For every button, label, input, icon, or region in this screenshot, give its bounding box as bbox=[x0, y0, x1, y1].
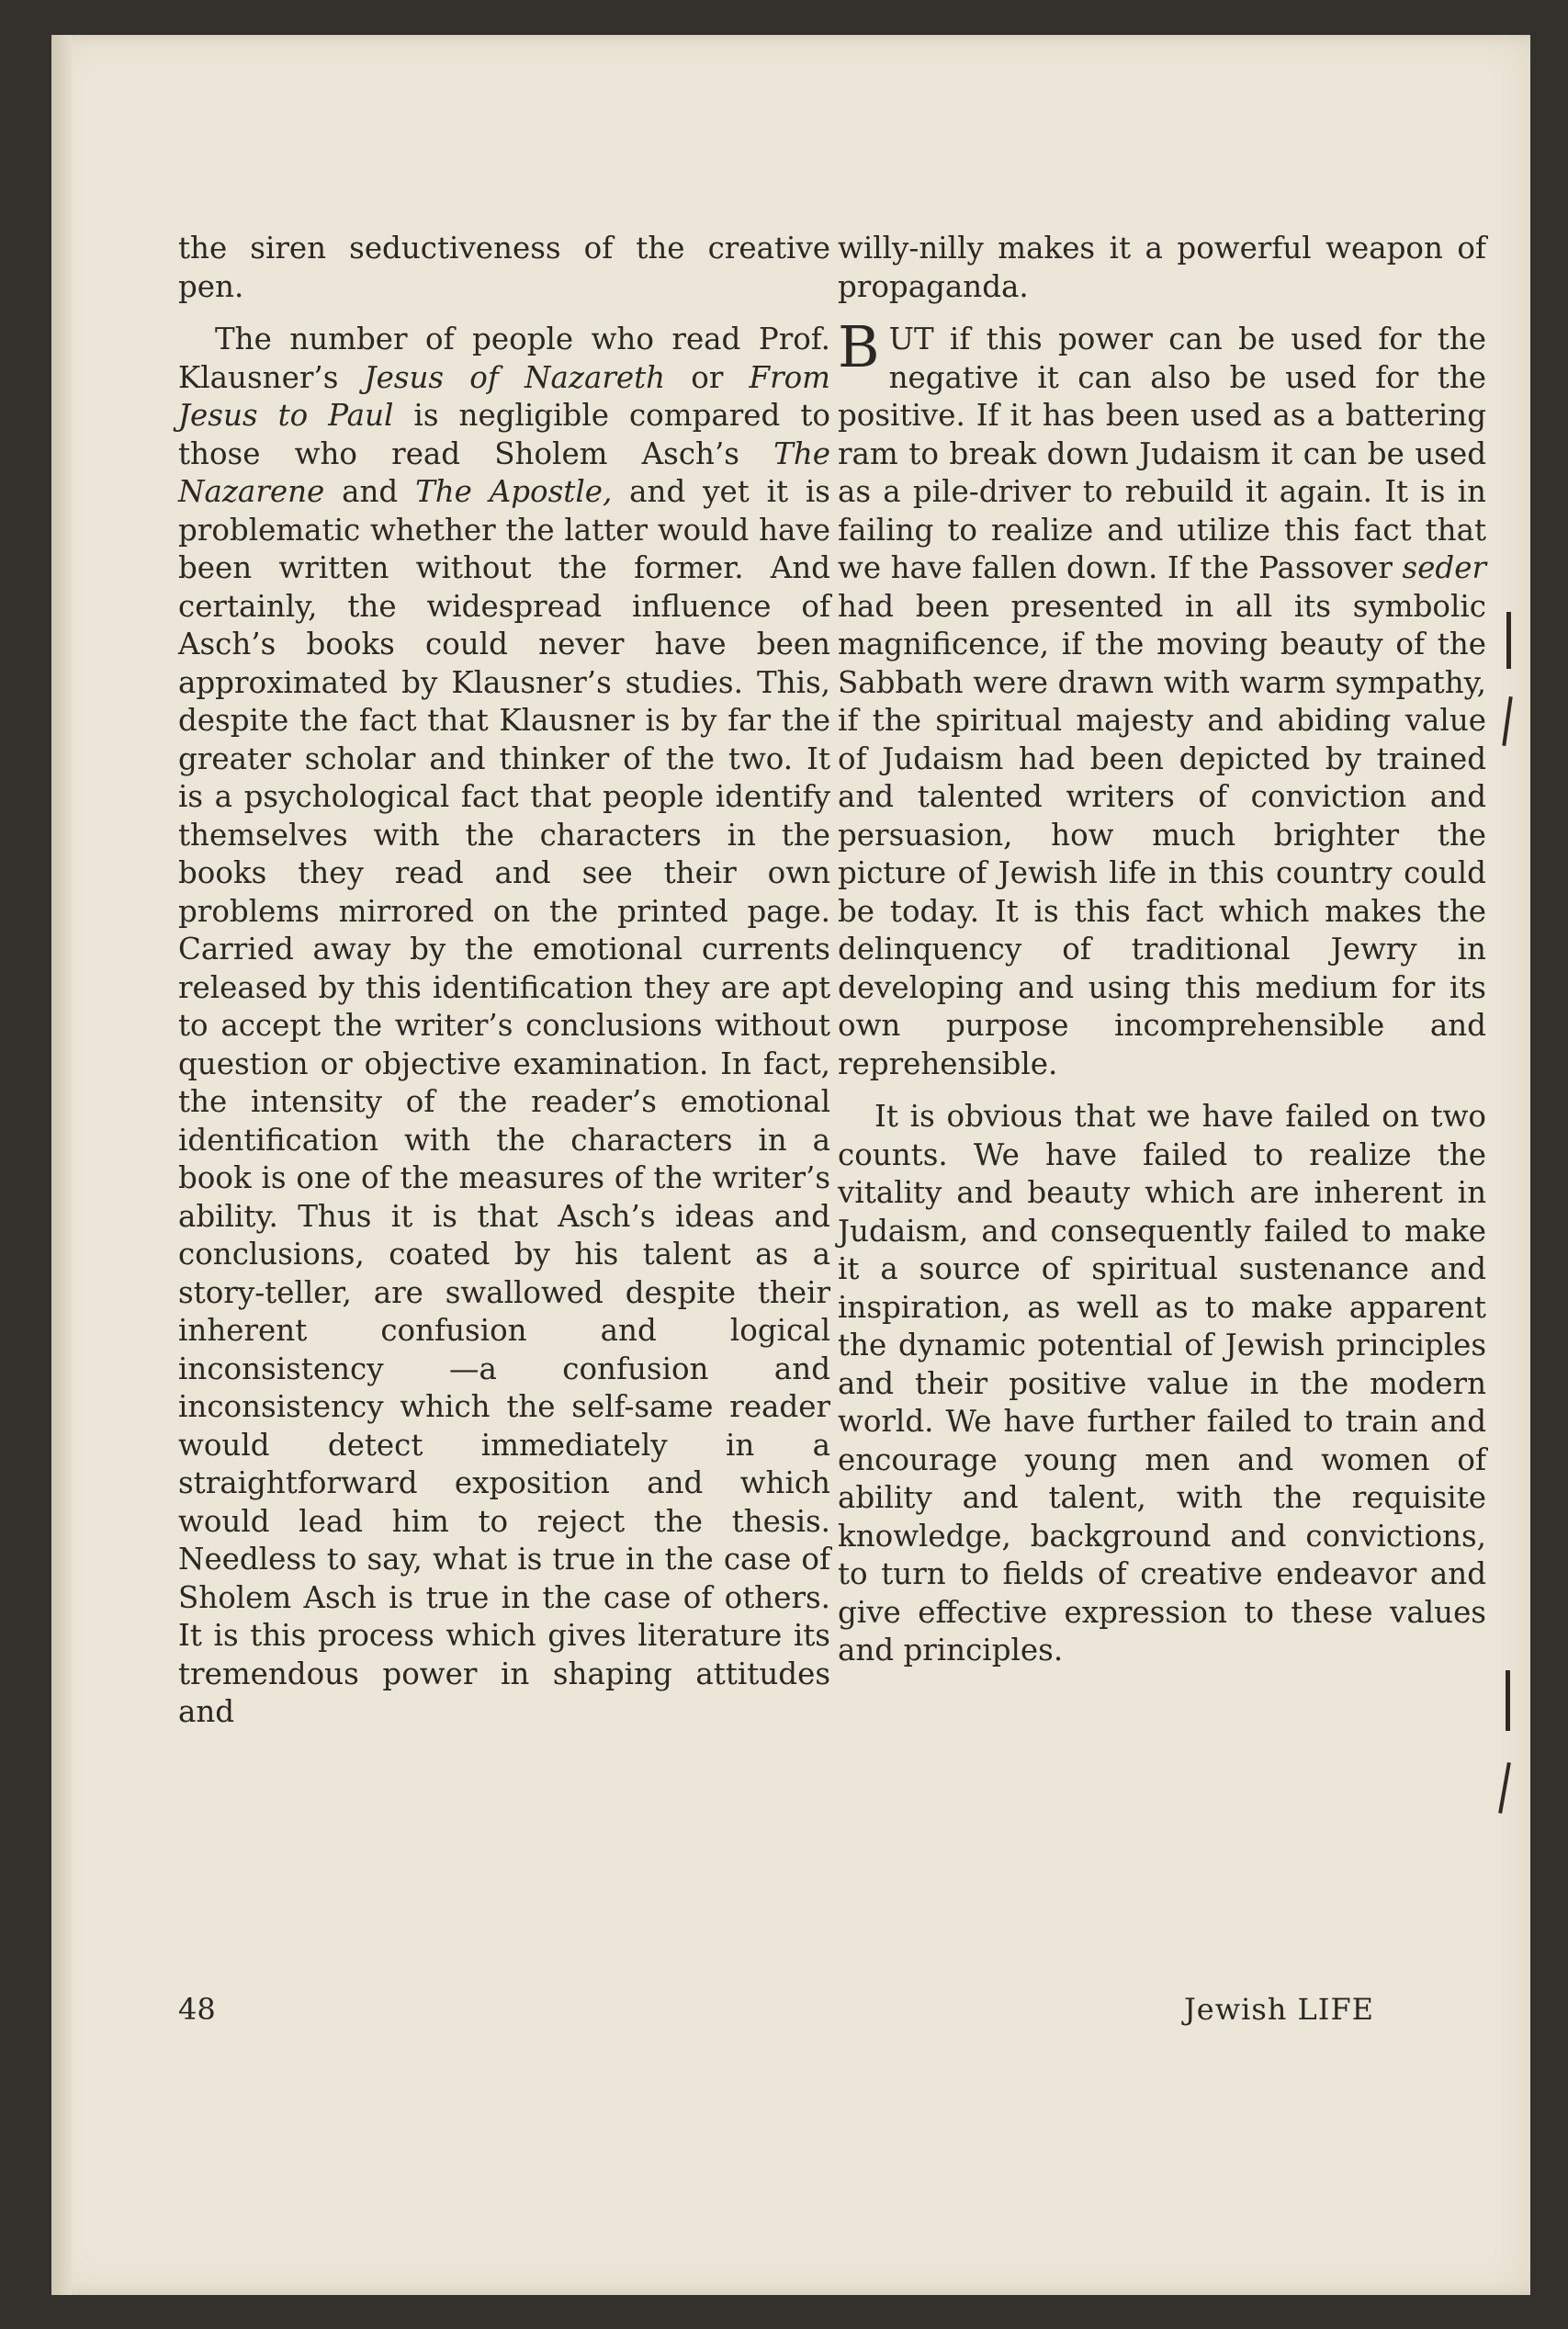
book-title: Jesus of Nazareth bbox=[364, 359, 666, 395]
left-paragraph-1: the siren seductiveness of the creative pen. bbox=[178, 231, 830, 304]
book-title: The Nazarene bbox=[178, 435, 830, 509]
text-run: UT if this power can be used for the negative it can also be used for the positive. If it has been used as a battering ram to break down Judaism it can be used as a pile-driver to rebuild it again. It is in failing to realize and utilize this fact that we have fallen down. If the Passover bbox=[838, 322, 1486, 585]
magazine-page bbox=[51, 35, 1530, 2295]
page-number: 48 bbox=[178, 1992, 216, 2027]
margin-mark bbox=[1506, 612, 1511, 669]
margin-mark bbox=[1502, 696, 1512, 746]
italic-term: seder bbox=[1402, 550, 1486, 585]
book-title: From Jesus to Paul bbox=[178, 359, 831, 433]
right-column bbox=[838, 230, 1486, 1670]
left-column bbox=[178, 230, 830, 1732]
binding-edge bbox=[51, 35, 72, 2295]
text-run: is negligible compared to those who read Sholem Asch’s bbox=[178, 398, 830, 471]
margin-mark bbox=[1506, 1670, 1510, 1731]
margin-mark bbox=[1498, 1762, 1511, 1814]
right-paragraph-2 bbox=[838, 313, 1486, 1083]
book-title: The Apostle, bbox=[415, 474, 613, 509]
left-paragraph-2 bbox=[178, 321, 830, 1732]
text-run: and yet it is problematic whether the latter would have been written without the former. And certainly, the widespread influence of Asch’s books could never have been approximated by Klausner’s studies. This, despite the fact that Klausner is by far the greater scholar and thinker of the two. It is a psychological fact that people identify themselves with the characters in the books they read and see their own problems mirrored on the printed page. Carried away by the emotional currents released by this identification they are apt to accept the writer’s conclusions without question or objective examination. In fact, the intensity of the reader’s emotional identification with the characters in a book is one of the measures of the writer’s ability. Thus it is that Asch’s ideas and conclusions, coated by his talent as a story-teller, are swallowed despite their inherent confusion and logical inconsistency —a confusion and inconsistency which the self-same reader would detect immediately in a straightforward exposition and which would lead him to reject the thesis. Needless to say, what is true in the case of Sholem Asch is true in the case of others. It is this process which gives literature its tremendous power in shaping attitudes and bbox=[178, 474, 830, 1729]
text-run: or bbox=[665, 359, 750, 395]
drop-cap: B bbox=[838, 313, 880, 380]
right-paragraph-3: It is obvious that we have failed on two counts. We have failed to realize the vitality and beauty which are inherent in Judaism, and consequently failed to make it a source of spiritual sustenance and inspiration, as well as to make apparent the dynamic potential of Jewish principles and their positive value in the modern world. We have further failed to train and encourage young men and women of ability and talent, with the requisite knowledge, background and convictions, to turn to fields of creative endeavor and give effective expression to these values and principles. bbox=[838, 1099, 1486, 1668]
text-run: and bbox=[324, 474, 416, 509]
text-run: had been presented in all its symbolic magnificence, if the moving beauty of the Sabbath were drawn with warm sympathy, if the spiritual majesty and abiding value of Judaism had been depicted by trained and talented writers of conviction and persuasion, how much brighter the picture of Jewish life in this country could be today. It is this fact which makes the delinquency of traditional Jewry in developing and using this medium for its own purpose incomprehensible and reprehensible. bbox=[838, 588, 1486, 1081]
publication-name: Jewish LIFE bbox=[1183, 1992, 1374, 2027]
right-paragraph-1: willy-nilly makes it a powerful weapon of propaganda. bbox=[838, 231, 1486, 304]
text-run: The number of people who read Prof. Klausner’s bbox=[178, 322, 830, 395]
